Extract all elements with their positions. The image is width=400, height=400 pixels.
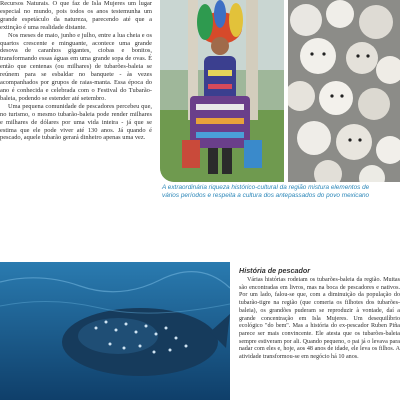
festival-costume-photo bbox=[160, 0, 284, 182]
sidebar-story bbox=[234, 266, 400, 400]
article-paragraph: Recursos Naturais. O que faz de Isla Mujeres um lugar especial no mundo, pois todos os anos testemunha um grande espetáculo da natureza, parecendo até que a extinção é uma realidade distante. bbox=[0, 0, 152, 31]
sidebar-paragraph: Várias histórias rodeiam os tubarões-baleia da região. Muitas são encontradas em livros, mas na boca de pescadores e nativos. Por um lado, falou-se que, com a diminuição da população do tubarão-tigre na região (que comeria os filhotes dos tubarões-baleia), os grandões puderam se reproduzir à vontade, daí a grande concentração em Isla Mujeres. Um desequilíbrio ecológico "do bem". Mas a história do ex-pescador Ruben Piña parece ser mais convincente. Ele atesta que os tubarões-baleia sempre estiveram por ali. Quando pequeno, o pai já o levava para nadar com eles e, hoje, aos 48 anos de idade, ele leva os filhos. A atividade transformou-se em negócio há 10 anos. bbox=[239, 277, 400, 361]
sidebar-title: História de pescador bbox=[239, 266, 311, 275]
article-text-column bbox=[0, 0, 152, 262]
stuffed-animals-photo bbox=[288, 0, 400, 182]
photo-caption: A extraordinária riqueza histórico-cultural da região mistura elementos de vários períodos e respeita a cultura dos antepassados do povo mexicano bbox=[162, 184, 370, 199]
whale-shark-photo bbox=[0, 262, 230, 400]
article-paragraph: Nos meses de maio, junho e julho, entre a lua cheia e os quartos crescente e minguante, acontece uma grande desova de caranhos gigantes, ciobas e bonitos, transformando essas águas em uma grande sopa de ovas. É então que centenas (ou milhares) de tubarões-baleia se reúnem para se esbaldar no banquete - às vezes acompanhados por grupos de raias-manta. Essa época do ano é conhecida e celebrada com o Festival do Tubarão-baleia, podendo se estender até setembro. bbox=[0, 31, 152, 102]
article-paragraph: Uma pequena comunidade de pescadores percebeu que, no turismo, o mesmo tubarão-baleia pode render milhares e milhares de dólares por uma vida inteira - já que se estima que ele pode viver até 130 anos. Já quando é pescado, aquele tubarão gerará dinheiro apenas uma vez. bbox=[0, 102, 152, 142]
